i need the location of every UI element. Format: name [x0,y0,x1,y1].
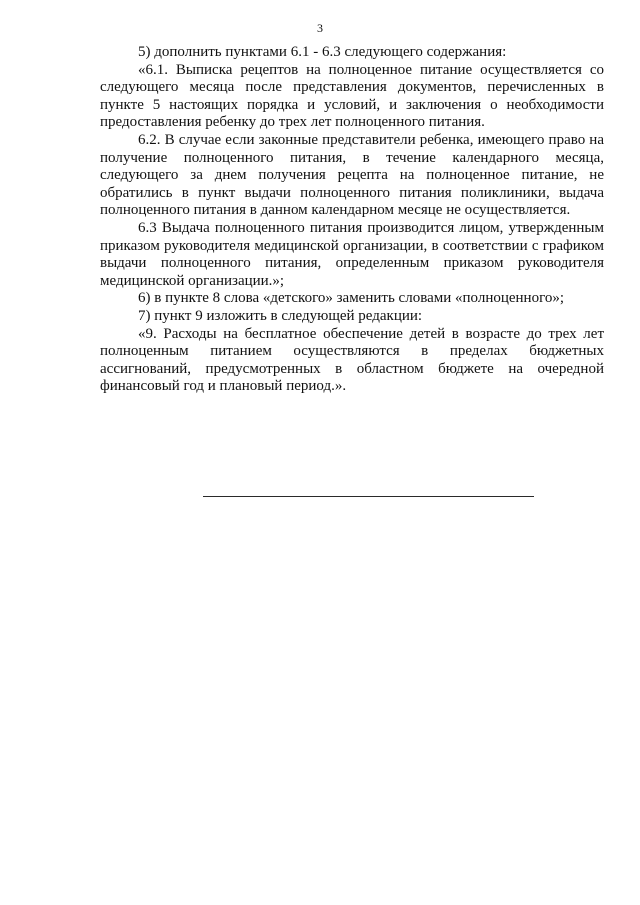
paragraph-clause-6-3: 6.3 Выдача полноценного питания производится лицом, утвержденным приказом руководителя медицинской организации, в соответствии с графиком выдачи полноценного питания, определенным приказом руководителя медицинской организации.»; [100,219,604,289]
paragraph-item-7: 7) пункт 9 изложить в следующей редакции: [138,307,423,324]
document-body [100,44,604,396]
paragraph-item-5: 5) дополнить пунктами 6.1 - 6.3 следующего содержания: [138,44,507,60]
paragraph-clause-9: «9. Расходы на бесплатное обеспечение детей в возрасте до трех лет полноценным питанием осуществляются в пределах бюджетных ассигнований, предусмотренных в областном бюджете на очередной финансовый год и плановый период.». [100,325,604,395]
page-number: 3 [317,21,323,35]
paragraph-clause-6-2: 6.2. В случае если законные представители ребенка, имеющего право на получение полноценного питания, в течение календарного месяца, следующего за днем получения рецепта на полноценное питание, не обратились в пункт выдачи полноценного питания поликлиники, выдача полноценного питания в данном календарном месяце не осуществляется. [100,131,604,219]
paragraph-clause-6-1: «6.1. Выписка рецептов на полноценное питание осуществляется со следующего месяца после представления документов, перечисленных в пункте 5 настоящих порядка и условий, и заключения о необходимости предоставления ребенку до трех лет полноценного питания. [100,61,604,131]
end-of-text-divider [203,496,534,497]
paragraph-item-6: 6) в пункте 8 слова «детского» заменить словами «полноценного»; [138,290,565,307]
